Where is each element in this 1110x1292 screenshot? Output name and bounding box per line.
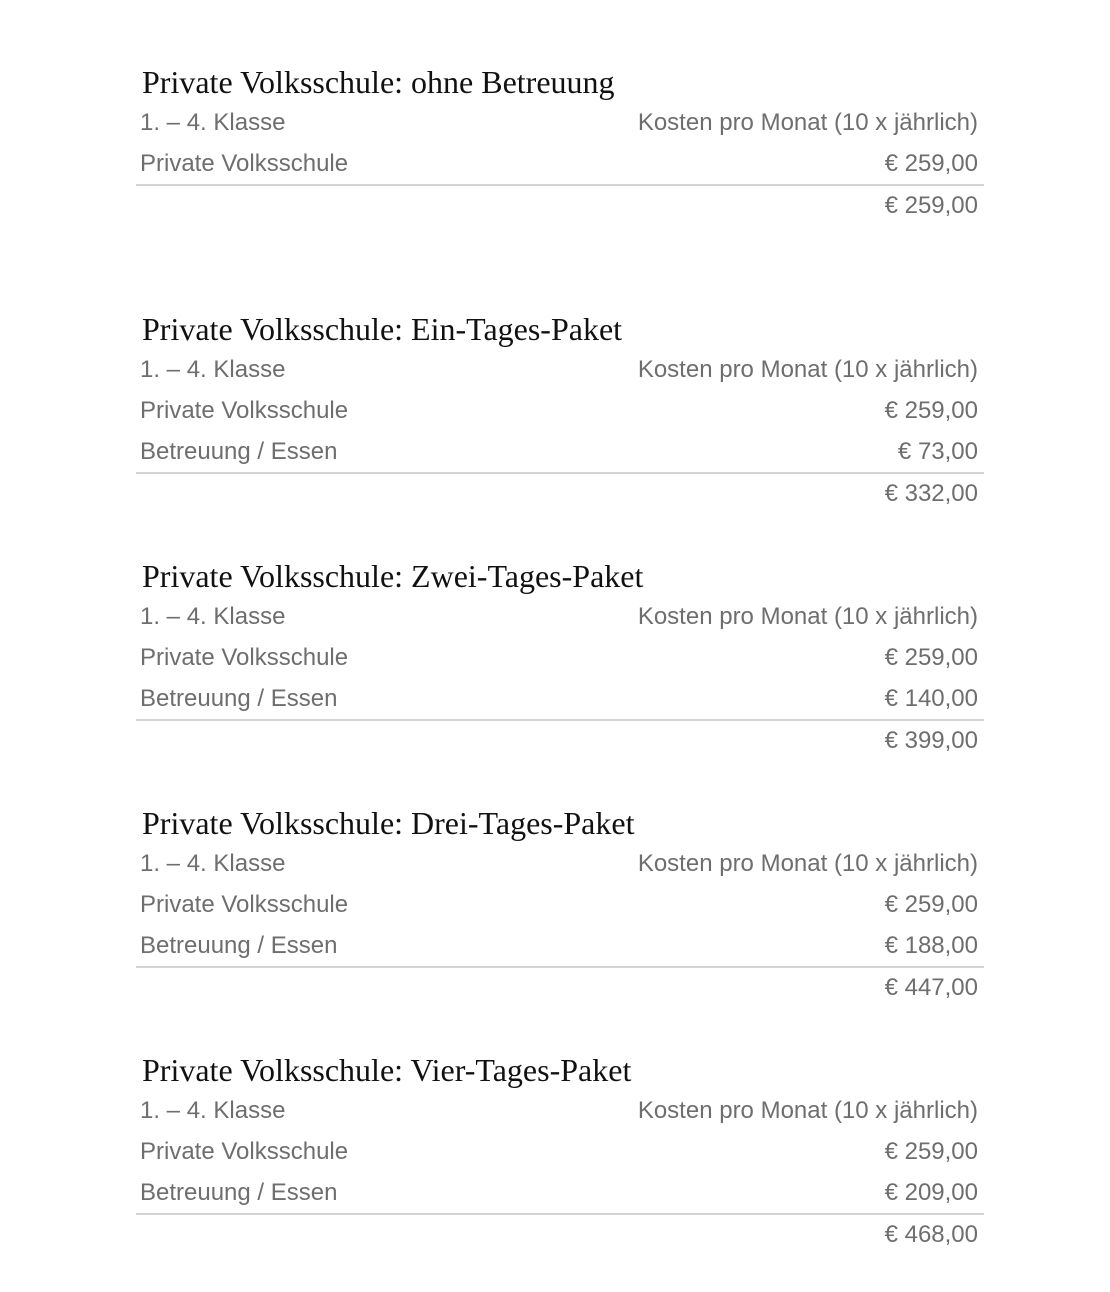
cost-column-label: Kosten pro Monat (10 x jährlich)	[637, 1097, 978, 1124]
section-title: Private Volksschule: Ein-Tages-Paket	[142, 311, 623, 347]
row-value: € 209,00	[884, 1179, 978, 1206]
row-label: Private Volksschule	[140, 891, 349, 918]
pricing-section-ohne-betreuung	[136, 62, 984, 309]
grade-label: 1. – 4. Klasse	[140, 850, 286, 877]
row-label: Betreuung / Essen	[140, 438, 338, 465]
row-value: € 259,00	[884, 891, 978, 918]
row-label: Betreuung / Essen	[140, 932, 338, 959]
row-label: Private Volksschule	[140, 644, 349, 671]
pricing-section-ein-tages-paket	[136, 309, 984, 556]
total-value: € 468,00	[884, 1221, 978, 1248]
total-value: € 447,00	[884, 974, 978, 1001]
cost-column-label: Kosten pro Monat (10 x jährlich)	[637, 603, 978, 630]
section-title: Private Volksschule: ohne Betreuung	[142, 64, 615, 100]
section-title: Private Volksschule: Vier-Tages-Paket	[142, 1052, 632, 1088]
table-row	[136, 431, 984, 472]
total-row	[136, 472, 984, 513]
row-value: € 188,00	[884, 932, 978, 959]
table-row	[136, 925, 984, 966]
cost-column-label: Kosten pro Monat (10 x jährlich)	[637, 109, 978, 136]
table-row	[136, 390, 984, 431]
grade-label: 1. – 4. Klasse	[140, 109, 286, 136]
row-value: € 259,00	[884, 397, 978, 424]
pricing-sections	[136, 62, 984, 1292]
section-title: Private Volksschule: Drei-Tages-Paket	[142, 805, 635, 841]
grade-label: 1. – 4. Klasse	[140, 356, 286, 383]
total-value: € 399,00	[884, 727, 978, 754]
table-row	[136, 678, 984, 719]
cost-column-label: Kosten pro Monat (10 x jährlich)	[637, 850, 978, 877]
table-row	[136, 884, 984, 925]
row-value: € 140,00	[884, 685, 978, 712]
row-value: € 73,00	[897, 438, 978, 465]
row-value: € 259,00	[884, 644, 978, 671]
total-row	[136, 719, 984, 760]
table-header-row	[136, 349, 984, 390]
table-header-row	[136, 1090, 984, 1131]
pricing-section-drei-tages-paket	[136, 803, 984, 1050]
grade-label: 1. – 4. Klasse	[140, 1097, 286, 1124]
total-row	[136, 966, 984, 1007]
table-row	[136, 143, 984, 184]
cost-column-label: Kosten pro Monat (10 x jährlich)	[637, 356, 978, 383]
pricing-section-vier-tages-paket	[136, 1050, 984, 1292]
table-row	[136, 1131, 984, 1172]
table-row	[136, 1172, 984, 1213]
table-row	[136, 637, 984, 678]
table-header-row	[136, 102, 984, 143]
section-title: Private Volksschule: Zwei-Tages-Paket	[142, 558, 644, 594]
table-header-row	[136, 596, 984, 637]
row-value: € 259,00	[884, 150, 978, 177]
row-value: € 259,00	[884, 1138, 978, 1165]
row-label: Private Volksschule	[140, 397, 349, 424]
row-label: Private Volksschule	[140, 150, 349, 177]
row-label: Betreuung / Essen	[140, 1179, 338, 1206]
row-label: Betreuung / Essen	[140, 685, 338, 712]
total-value: € 259,00	[884, 192, 978, 219]
pricing-section-zwei-tages-paket	[136, 556, 984, 803]
total-value: € 332,00	[884, 480, 978, 507]
table-header-row	[136, 843, 984, 884]
row-label: Private Volksschule	[140, 1138, 349, 1165]
grade-label: 1. – 4. Klasse	[140, 603, 286, 630]
total-row	[136, 1213, 984, 1254]
total-row	[136, 184, 984, 225]
